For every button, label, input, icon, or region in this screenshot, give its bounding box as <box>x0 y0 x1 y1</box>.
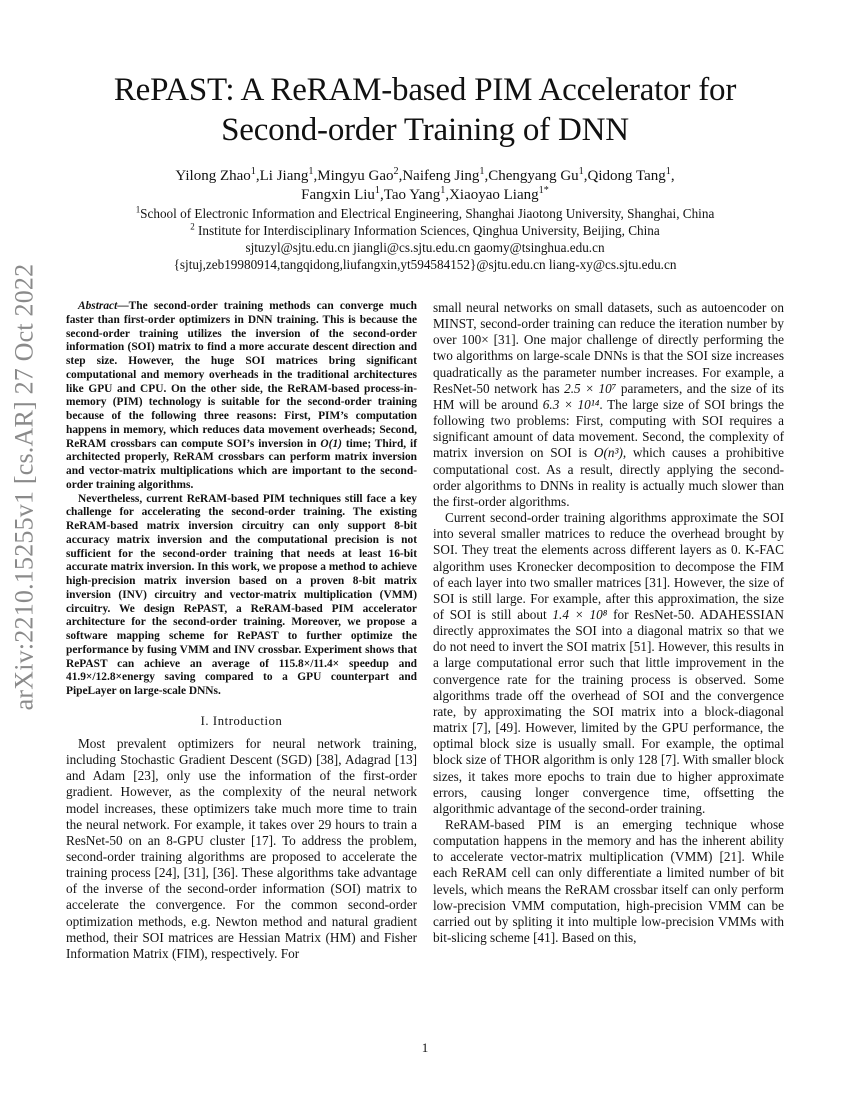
author-affiliation-mark: 1 <box>308 166 314 177</box>
body-paragraph: ReRAM-based PIM is an emerging technique whose computation happens in the memory and has the inherent ability to accelerate vector-matrix multiplication (VMM) [21]. While each ReRAM cell can only differentiate a limited number of bit levels, which means the ReRAM crossbar itself can only perform low-precision VMM computation, high-precision VMM can be carried out by spliting it into multiple low-precision VMMs with bit-slicing scheme [41]. Based on this, <box>433 817 784 946</box>
right-column <box>433 300 784 946</box>
paper-title <box>60 70 790 150</box>
author-emails-2: {sjtuj,zeb19980914,tangqidong,liufangxin,yt594584152}@sjtu.edu.cn liang-xy@cs.sjtu.edu.cn <box>173 257 677 272</box>
affiliations <box>60 205 790 273</box>
author-name: ,Xiaoyao Liang <box>445 187 539 203</box>
author-name: ,Chengyang Gu <box>484 168 579 184</box>
section-heading-introduction: I. Introduction <box>200 713 283 728</box>
introduction-paragraph-1: Most prevalent optimizers for neural network training, including Stochastic Gradient Descent (SGD) [38], Adagrad [13] and Adam [23], only use the information of the first-order gradient. However, as the complexity of the neural network model increases, these optimizers take much more time to train the neural network. For example, it takes over 29 hours to train a ResNet-50 on an 8-GPU cluster [17]. To address the problem, second-order training algorithms are proposed to accelerate the training process [24], [31], [36]. These algorithms take advantage of the inverse of the second-order information (SOI) matrix to accelerate the convergence. For the common second-order optimization methods, e.g. Newton method and natural gradient method, their SOI matrices are Hessian Matrix (HM) and Fisher Information Matrix (FIM), respectively. For <box>66 735 417 961</box>
author-separator: , <box>670 168 675 184</box>
affiliation-2: $^2$ Institute for Interdisciplinary Information Sciences, Qinghua University, Beijing, China <box>190 221 660 238</box>
author-affiliation-mark: 1 <box>250 166 256 177</box>
author-affiliation-mark: 1 <box>578 166 584 177</box>
math-expression: 6.3 × 10¹⁴ <box>542 396 600 412</box>
math-expression: 2.5 × 10⁷ <box>564 380 617 396</box>
corresponding-author-mark: * <box>543 185 549 196</box>
abstract-label: Abstract <box>78 300 118 312</box>
author-name: Fangxin Liu <box>301 187 375 203</box>
paper-title-line-2: Second-order Training of DNN <box>221 112 629 148</box>
affiliation-mark: 2 <box>190 221 195 232</box>
introduction-body <box>66 736 417 962</box>
author-list <box>60 167 790 205</box>
author-affiliation-mark: 2 <box>393 166 399 177</box>
page-number: 1 <box>421 1040 429 1055</box>
arxiv-identifier-stamp <box>0 263 48 711</box>
author-line-1 <box>60 167 790 186</box>
author-name: ,Naifeng Jing <box>398 168 480 184</box>
body-paragraph: Current second-order training algorithms approximate the SOI into several smaller matrices to reduce the overhead brought by SOI. They treat the elements across different layers as 0. K-FAC algorithm uses Kronecker decomposition to decompose the FIM of each layer into two smaller matrices [31]. However, the size of SOI is still large. For example, after this approximation, the size of SOI is still about 1.4 × 10⁸ for ResNet-50. ADAHESSIAN directly approximates the SOI into a diagonal matrix so that we do not need to invert the SOI matrix [51]. However, this results in a large computational error such that little improvement in the convergence rate for the training process is observed. Some algorithms trade off the overhead of SOI and the convergence rate, by approximating the SOI matrix into a block-diagonal matrix [7], [49]. However, limited by the GPU performance, the optimal block size is usually small. For example, the optimal block size of THOR algorithm is only 128 [7]. With smaller block sizes, it takes more epochs to train due to higher approximate errors, causing longer convergence time, offsetting the algorithmic advantage of the second-order training. <box>433 510 784 816</box>
math-expression: O(n³) <box>593 445 623 461</box>
left-column <box>66 300 417 962</box>
author-name: ,Li Jiang <box>255 168 309 184</box>
abstract <box>66 300 417 699</box>
author-line-2 <box>60 186 790 205</box>
math-expression: 1.4 × 10⁸ <box>552 606 608 622</box>
affiliation-1: $^1$School of Electronic Information and Electrical Engineering, Shanghai Jiaotong University, Shanghai, China <box>135 204 715 221</box>
author-name: ,Qidong Tang <box>583 168 666 184</box>
body-paragraph-continued: small neural networks on small datasets, such as autoencoder on MINST, second-order training can reduce the iteration number by over 100× [31]. One major challenge of directly performing the two algorithms on large-scale DNNs is that the SOI size increases quadratically as the parameter number increases. For example, a ResNet-50 network has 2.5 × 10⁷ parameters, and the size of its HM will be around 6.3 × 10¹⁴. The large size of SOI brings the following two problems: First, computing with SOI requires a significant amount of data movement. Second, the complexity of matrix inversion on SOI is O(n³), which causes a prohibitive computational cost. As a result, directly applying the second-order algorithms to DNNs in reality is actually much slower than the first-order algorithms. <box>433 300 784 509</box>
author-name: ,Mingyu Gao <box>313 168 394 184</box>
arxiv-identifier-text: arXiv:2210.15255v1 [cs.AR] 27 Oct 2022 <box>9 263 38 711</box>
author-name: ,Tao Yang <box>380 187 441 203</box>
author-affiliation-mark: 1 <box>665 166 671 177</box>
abstract-paragraph-2: Nevertheless, current ReRAM-based PIM techniques still face a key challenge for accelerating the second-order training. The existing ReRAM-based matrix inversion circuitry can only support 8-bit accuracy matrix inversion and the computational precision is not sufficient for the second-order training that needs at least 16-bit accurate matrix inversion. In this work, we propose a method to achieve high-precision matrix inversion based on a proven 8-bit matrix inversion (INV) circuitry and vector-matrix multiplication (VMM) circuitry. We design RePAST, a ReRAM-based PIM accelerator architecture for the second-order training. Moreover, we propose a software mapping scheme for RePAST to further optimize the performance by fusing VMM and INV crossbar. Experiment shows that RePAST can achieve an average of 115.8×/11.4× speedup and 41.9×/12.8×energy saving compared to a GPU counterpart and PipeLayer on large-scale DNNs. <box>66 492 417 697</box>
abstract-paragraph-1: Abstract—The second-order training methods can converge much faster than first-order optimizers in DNN training. This is because the second-order training utilizes the inversion of the second-order information (SOI) matrix to find a more accurate descent direction and step size. However, the huge SOI matrices bring significant computational and memory overheads in the traditional architectures like GPU and CPU. On the other side, the ReRAM-based process-in-memory (PIM) technology is suitable for the second-order training because of the following three reasons: First, PIM’s computation happens in memory, which reduces data movement overheads; Second, ReRAM crossbars can compute SOI’s inversion in O(1) time; Third, if architected properly, ReRAM crossbars can perform matrix inversion and vector-matrix multiplications which are important to the second-order training algorithms. <box>66 300 417 491</box>
author-affiliation-mark: 1 <box>479 166 485 177</box>
author-affiliation-mark: 1 <box>440 185 446 196</box>
affiliation-mark: 1 <box>135 204 141 215</box>
author-affiliation-mark: 1 <box>374 185 381 196</box>
math-expression: O(1) <box>320 437 342 450</box>
author-emails-1: sjtuzyl@sjtu.edu.cn jiangli@cs.sjtu.edu.cn gaomy@tsinghua.edu.cn <box>245 240 605 255</box>
paper-title-line-1: RePAST: A ReRAM-based PIM Accelerator for <box>113 72 737 108</box>
author-affiliation-mark: 1 <box>538 185 544 196</box>
author-name: Yilong Zhao <box>175 168 251 184</box>
